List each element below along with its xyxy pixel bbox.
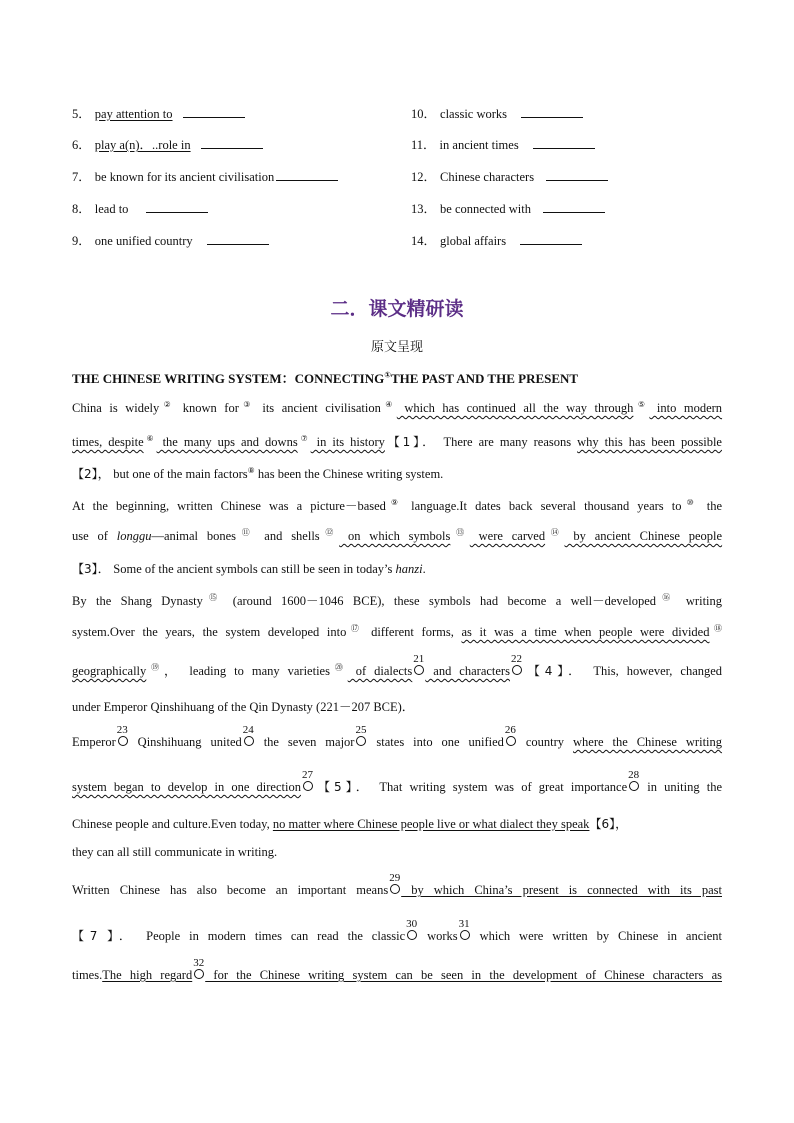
- section-subtitle: 原文呈现: [370, 340, 423, 355]
- vocab-item: 13． be connected with: [411, 199, 605, 217]
- section-title: 二．课文精研读: [330, 298, 464, 320]
- passage-line: 【3】． Some of the ancient symbols can still be seen in today’s hanzi.: [72, 562, 426, 576]
- passage-line: use of longgu—animal bones⑪ and shells⑫ on which symbols⑬ were carved⑭ by ancient Chinese people: [72, 528, 723, 544]
- circled-number: 21: [413, 665, 424, 675]
- circled-number: 22: [511, 665, 522, 675]
- passage-line: system.Over the years, the system developed into⑰ different forms, as it was a time when people were divided⑱: [72, 624, 722, 640]
- circled-number: 30: [406, 930, 417, 940]
- circled-number: 26: [505, 736, 516, 746]
- vocab-item: 5． pay attention to: [72, 104, 245, 122]
- vocab-item: 9． one unified country: [72, 231, 269, 249]
- answer-blank[interactable]: [533, 138, 595, 149]
- vocab-item: 7． be known for its ancient civilisation: [72, 167, 338, 185]
- vocab-item: 14． global affairs: [411, 231, 582, 249]
- passage-line: Chinese people and culture.Even today, no matter where Chinese people live or what dialect they speak【6】，: [72, 817, 628, 831]
- circled-number: 31: [459, 930, 470, 940]
- passage-line: Emperor 23 Qinshihuang united 24 the seven major 25 states into one unified 26 country where the Chinese writing: [72, 724, 723, 749]
- passage-heading: THE CHINESE WRITING SYSTEM：CONNECTING①THE PAST AND THE PRESENT: [72, 370, 579, 386]
- answer-blank[interactable]: [201, 138, 263, 149]
- circled-number: 27: [302, 781, 313, 791]
- answer-blank[interactable]: [276, 170, 338, 181]
- circled-number: 24: [243, 736, 254, 746]
- vocab-item: 6． play a(n)．..role in: [72, 135, 263, 153]
- circled-number: 25: [355, 736, 366, 746]
- passage-line: Written Chinese has also become an important means 29 by which China’s present is connected with its past: [72, 872, 722, 897]
- passage-line: times, despite⑥ the many ups and downs⑦ in its history【1】． There are many reasons why this has been possible: [72, 433, 722, 449]
- passage-line: times.The high regard 32 for the Chinese writing system can be seen in the development of Chinese characters as: [72, 957, 722, 982]
- answer-blank[interactable]: [183, 107, 245, 118]
- passage-line: At the beginning, written Chinese was a picture－based⑨ language.It dates back several thousand years to⑩ the: [72, 497, 722, 513]
- passage-line: they can all still communicate in writing.: [72, 845, 278, 859]
- vocab-item: 11． in ancient times: [411, 135, 595, 153]
- answer-blank[interactable]: [546, 170, 608, 181]
- circled-number: 28: [628, 781, 639, 791]
- passage-line: 【2】， but one of the main factors⑧ has been the Chinese writing system.: [72, 465, 444, 481]
- answer-blank[interactable]: [521, 107, 583, 118]
- vocab-item: 10． classic works: [411, 104, 583, 122]
- passage-line: system began to develop in one direction 27 【5】． That writing system was of great importance 28 in uniting the: [72, 769, 722, 794]
- circled-number: 29: [389, 884, 400, 894]
- passage-line: 【7 】． People in modern times can read the classic 30 works 31 which were written by Chinese in ancient: [72, 918, 723, 943]
- circled-number: 32: [193, 969, 204, 979]
- answer-blank[interactable]: [520, 234, 582, 245]
- answer-blank[interactable]: [146, 202, 208, 213]
- passage-line: China is widely② known for③ its ancient civilisation④ which has continued all the way through⑤ into modern: [72, 400, 723, 416]
- vocab-item: 8． lead to: [72, 199, 208, 217]
- answer-blank[interactable]: [543, 202, 605, 213]
- passage-line: geographically⑲， leading to many varieties⑳ of dialects 21 and characters 22 【4】． This, however, changed: [72, 653, 723, 678]
- vocab-item: 12． Chinese characters: [411, 167, 608, 185]
- circled-number: 23: [117, 736, 128, 746]
- answer-blank[interactable]: [207, 234, 269, 245]
- passage-line: under Emperor Qinshihuang of the Qin Dynasty (221－207 BCE)．: [72, 700, 415, 714]
- passage-line: By the Shang Dynasty⑮ (around 1600－1046 BCE), these symbols had become a well－developed⑯ writing: [72, 592, 723, 608]
